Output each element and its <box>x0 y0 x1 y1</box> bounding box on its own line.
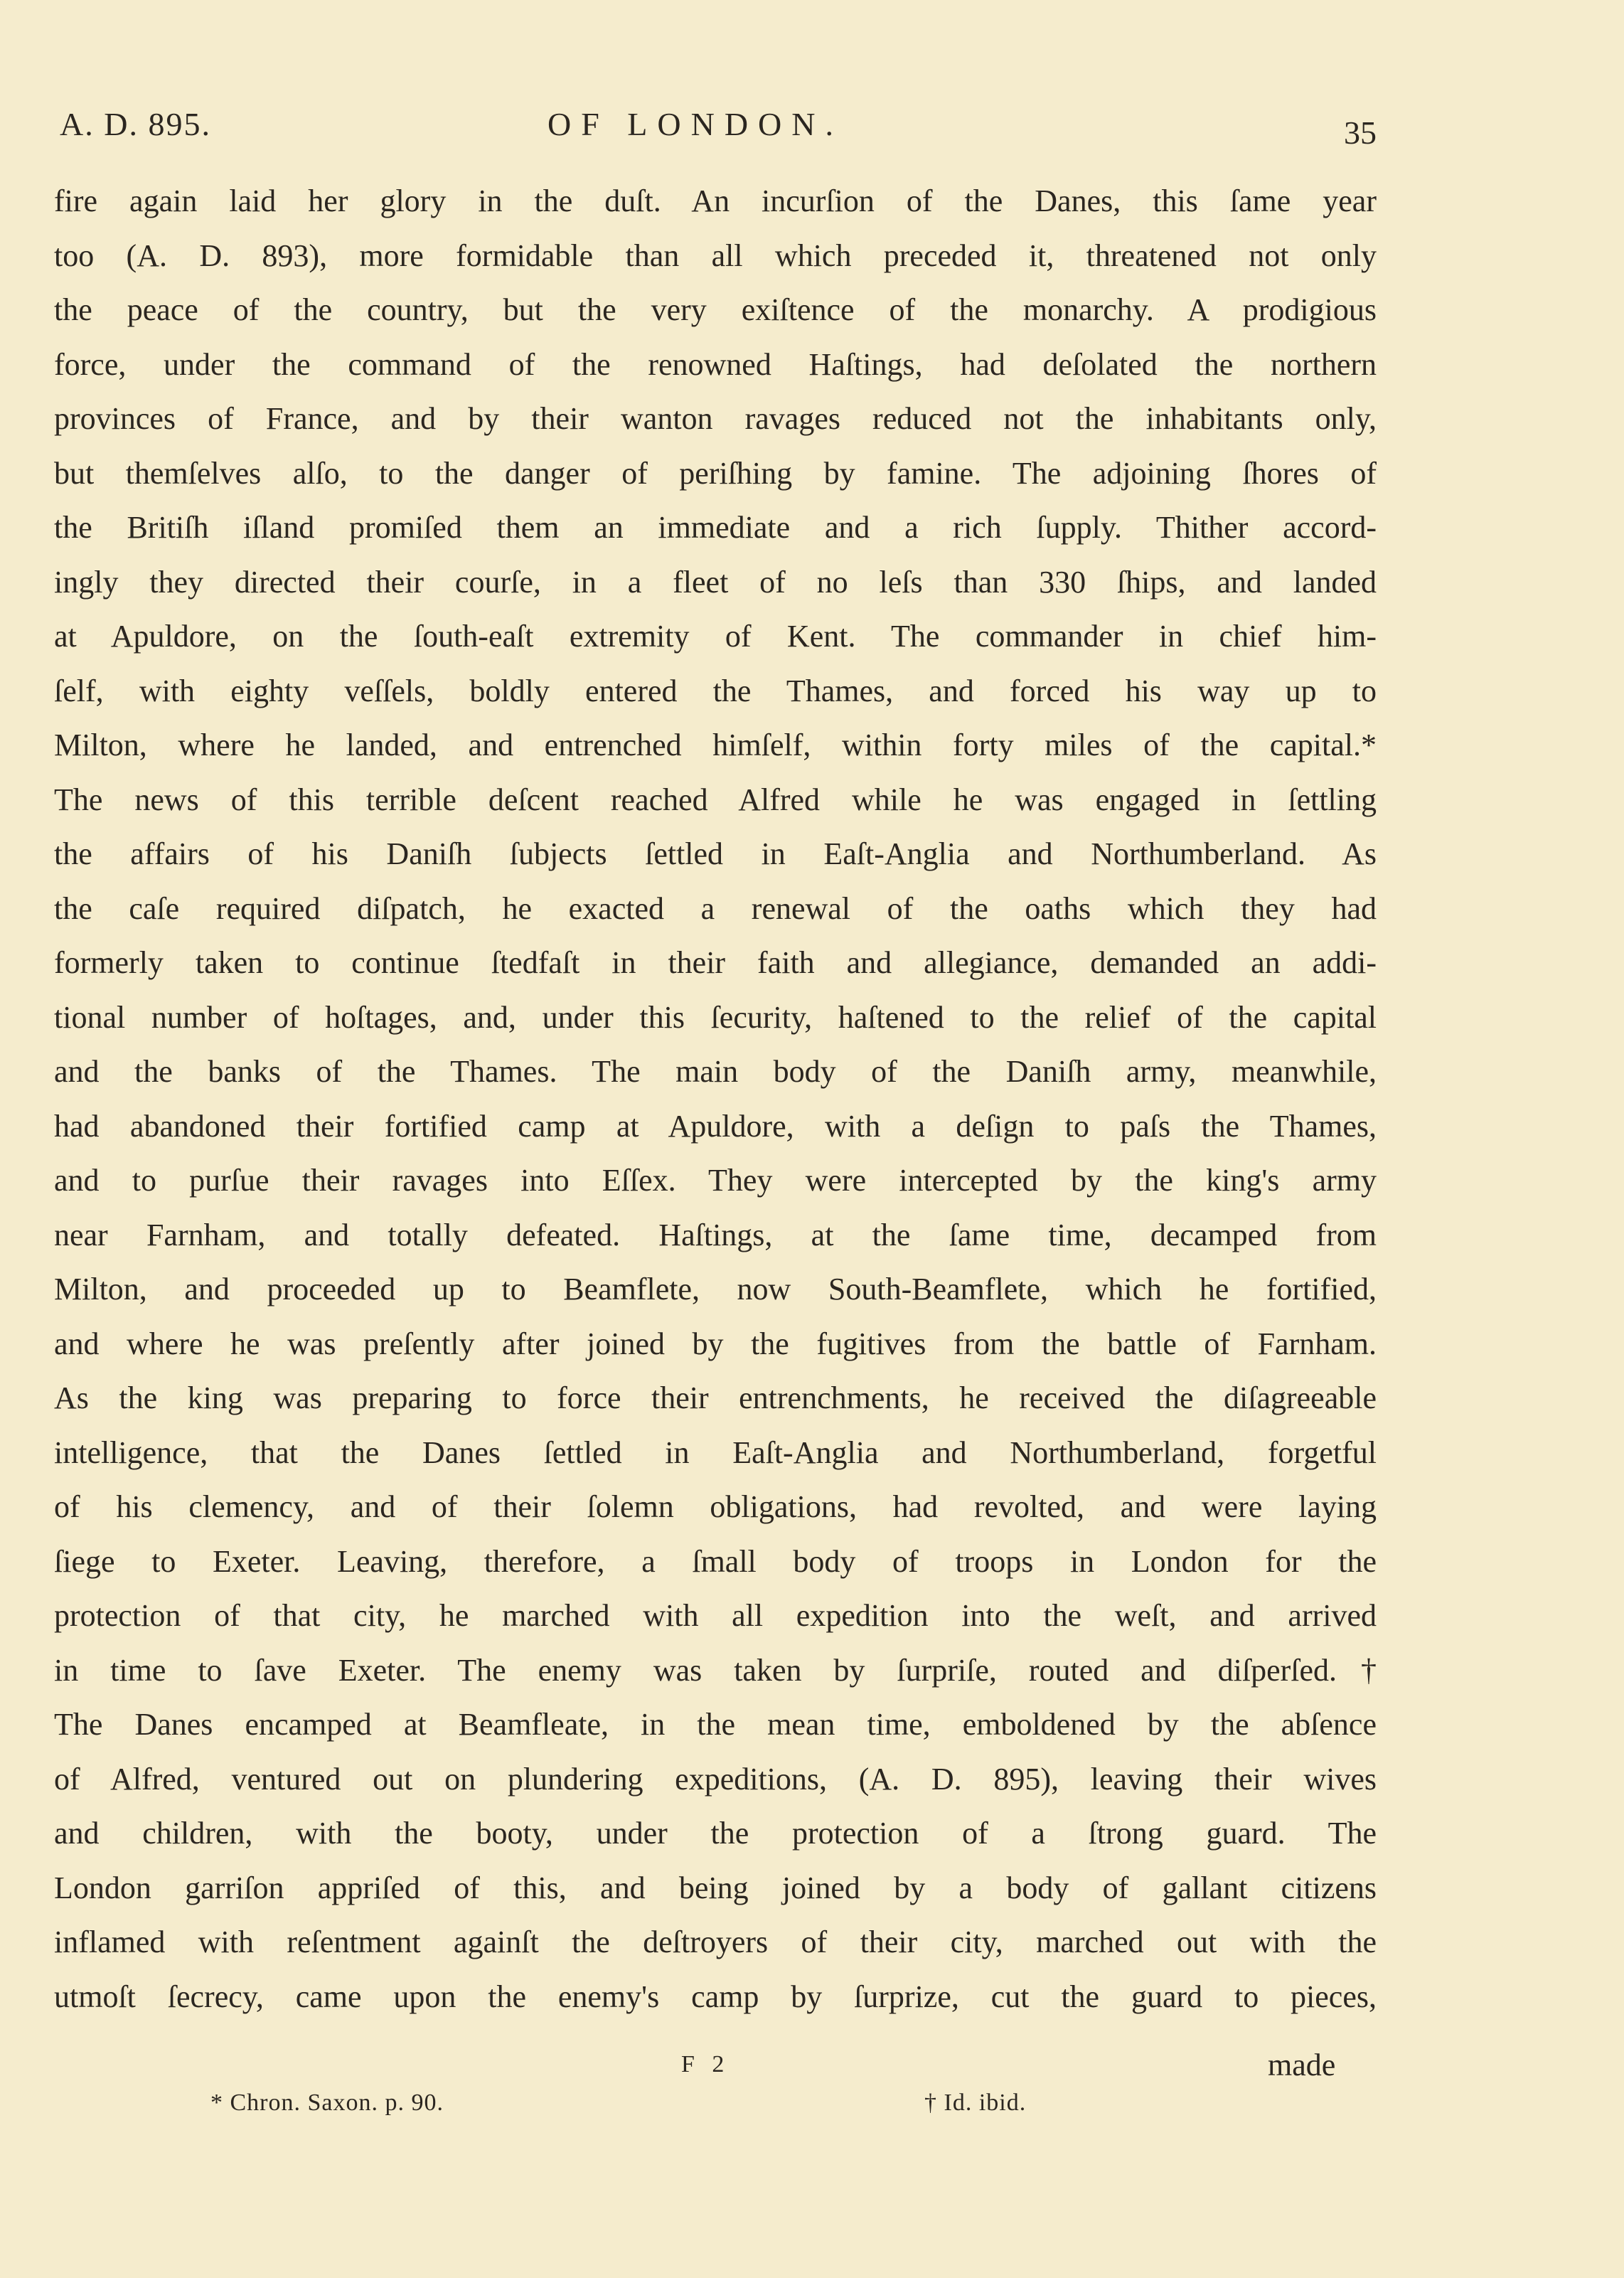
text-line: had abandoned their fortified camp at Apuldore, with a deſign to paſs the Thames, <box>54 1108 1377 1144</box>
text-line: fire again laid her glory in the duſt. An incurſion of the Danes, this ſame year <box>54 183 1377 218</box>
text-line: of Alfred, ventured out on plundering expeditions, (A. D. 895), leaving their wives <box>54 1761 1377 1797</box>
text-line: in time to ſave Exeter. The enemy was taken by ſurpriſe, routed and diſperſed.† <box>54 1652 1377 1688</box>
text-line: but themſelves alſo, to the danger of periſhing by famine. The adjoining ſhores of <box>54 455 1377 491</box>
text-line: and to purſue their ravages into Eſſex. They were intercepted by the king's army <box>54 1163 1377 1198</box>
text-line: Milton, and proceeded up to Beamflete, now South-Beamflete, which he fortified, <box>54 1272 1377 1306</box>
text-line: formerly taken to continue ſtedfaſt in their faith and allegiance, demanded an addi- <box>54 945 1377 980</box>
text-line: the peace of the country, but the very exiſtence of the monarchy. A prodigious <box>54 292 1377 327</box>
page-number: 35 <box>1344 115 1377 151</box>
text-line: the Britiſh iſland promiſed them an immediate and a rich ſupply. Thither accord- <box>54 510 1377 545</box>
text-line: provinces of France, and by their wanton ravages reduced not the inhabitants only, <box>54 401 1377 436</box>
text-line: the affairs of his Daniſh ſubjects ſettled in Eaſt-Anglia and Northumberland. As <box>54 836 1377 871</box>
running-head-date: A. D. 895. <box>60 106 211 142</box>
text-line: and children, with the booty, under the protection of a ſtrong guard. The <box>54 1816 1377 1851</box>
text-line: utmoſt ſecrecy, came upon the enemy's camp by ſurprize, cut the guard to pieces, <box>54 1979 1377 2014</box>
text-line: The news of this terrible deſcent reached Alfred while he was engaged in ſettling <box>54 782 1377 817</box>
text-line: ſiege to Exeter. Leaving, therefore, a ſmall body of troops in London for the <box>54 1543 1377 1579</box>
text-line: and the banks of the Thames. The main body of the Daniſh army, meanwhile, <box>54 1054 1377 1089</box>
text-line: intelligence, that the Danes ſettled in Eaſt-Anglia and Northumberland, forgetful <box>54 1435 1377 1470</box>
text-line: protection of that city, he marched with all expedition into the weſt, and arrived <box>54 1598 1377 1633</box>
text-line: Milton, where he landed, and entrenched himſelf, within forty miles of the capital.* <box>54 728 1377 762</box>
catchword: made <box>1268 2048 1336 2082</box>
footnotes <box>0 2077 1624 2134</box>
text-line: tional number of hoſtages, and, under this ſecurity, haſtened to the relief of the capital <box>54 999 1377 1035</box>
page-header <box>0 0 1624 164</box>
text-line: near Farnham, and totally defeated. Haſtings, at the ſame time, decamped from <box>54 1217 1377 1252</box>
text-line: force, under the command of the renowned Haſtings, had deſolated the northern <box>54 346 1377 382</box>
text-line: at Apuldore, on the ſouth-eaſt extremity of Kent. The commander in chief him- <box>54 619 1377 654</box>
text-line: the caſe required diſpatch, he exacted a renewal of the oaths which they had <box>54 890 1377 926</box>
text-line: too (A. D. 893), more formidable than all which preceded it, threatened not only <box>54 238 1377 273</box>
text-line: ingly they directed their courſe, in a fleet of no leſs than 330 ſhips, and landed <box>54 564 1377 600</box>
footnote-2: † Id. ibid. <box>924 2090 1027 2116</box>
text-line: London garriſon appriſed of this, and being joined by a body of gallant citizens <box>54 1870 1377 1905</box>
text-line: The Danes encamped at Beamfleate, in the mean time, emboldened by the abſence <box>54 1707 1377 1742</box>
body-text <box>54 174 1377 2024</box>
text-line: ſelf, with eighty veſſels, boldly entered the Thames, and forced his way up to <box>54 673 1377 708</box>
printer-signature: F 2 <box>681 2051 730 2077</box>
running-head-title: OF LONDON. <box>547 106 843 142</box>
text-line: As the king was preparing to force their entrenchments, he received the diſagreeable <box>54 1380 1377 1415</box>
text-line: inflamed with reſentment againſt the deſtroyers of their city, marched out with the <box>54 1925 1377 1959</box>
text-line: and where he was preſently after joined by the fugitives from the battle of Farnham. <box>54 1326 1377 1361</box>
text-line: of his clemency, and of their ſolemn obligations, had revolted, and were laying <box>54 1489 1377 1524</box>
footnote-1: * Chron. Saxon. p. 90. <box>210 2090 444 2116</box>
